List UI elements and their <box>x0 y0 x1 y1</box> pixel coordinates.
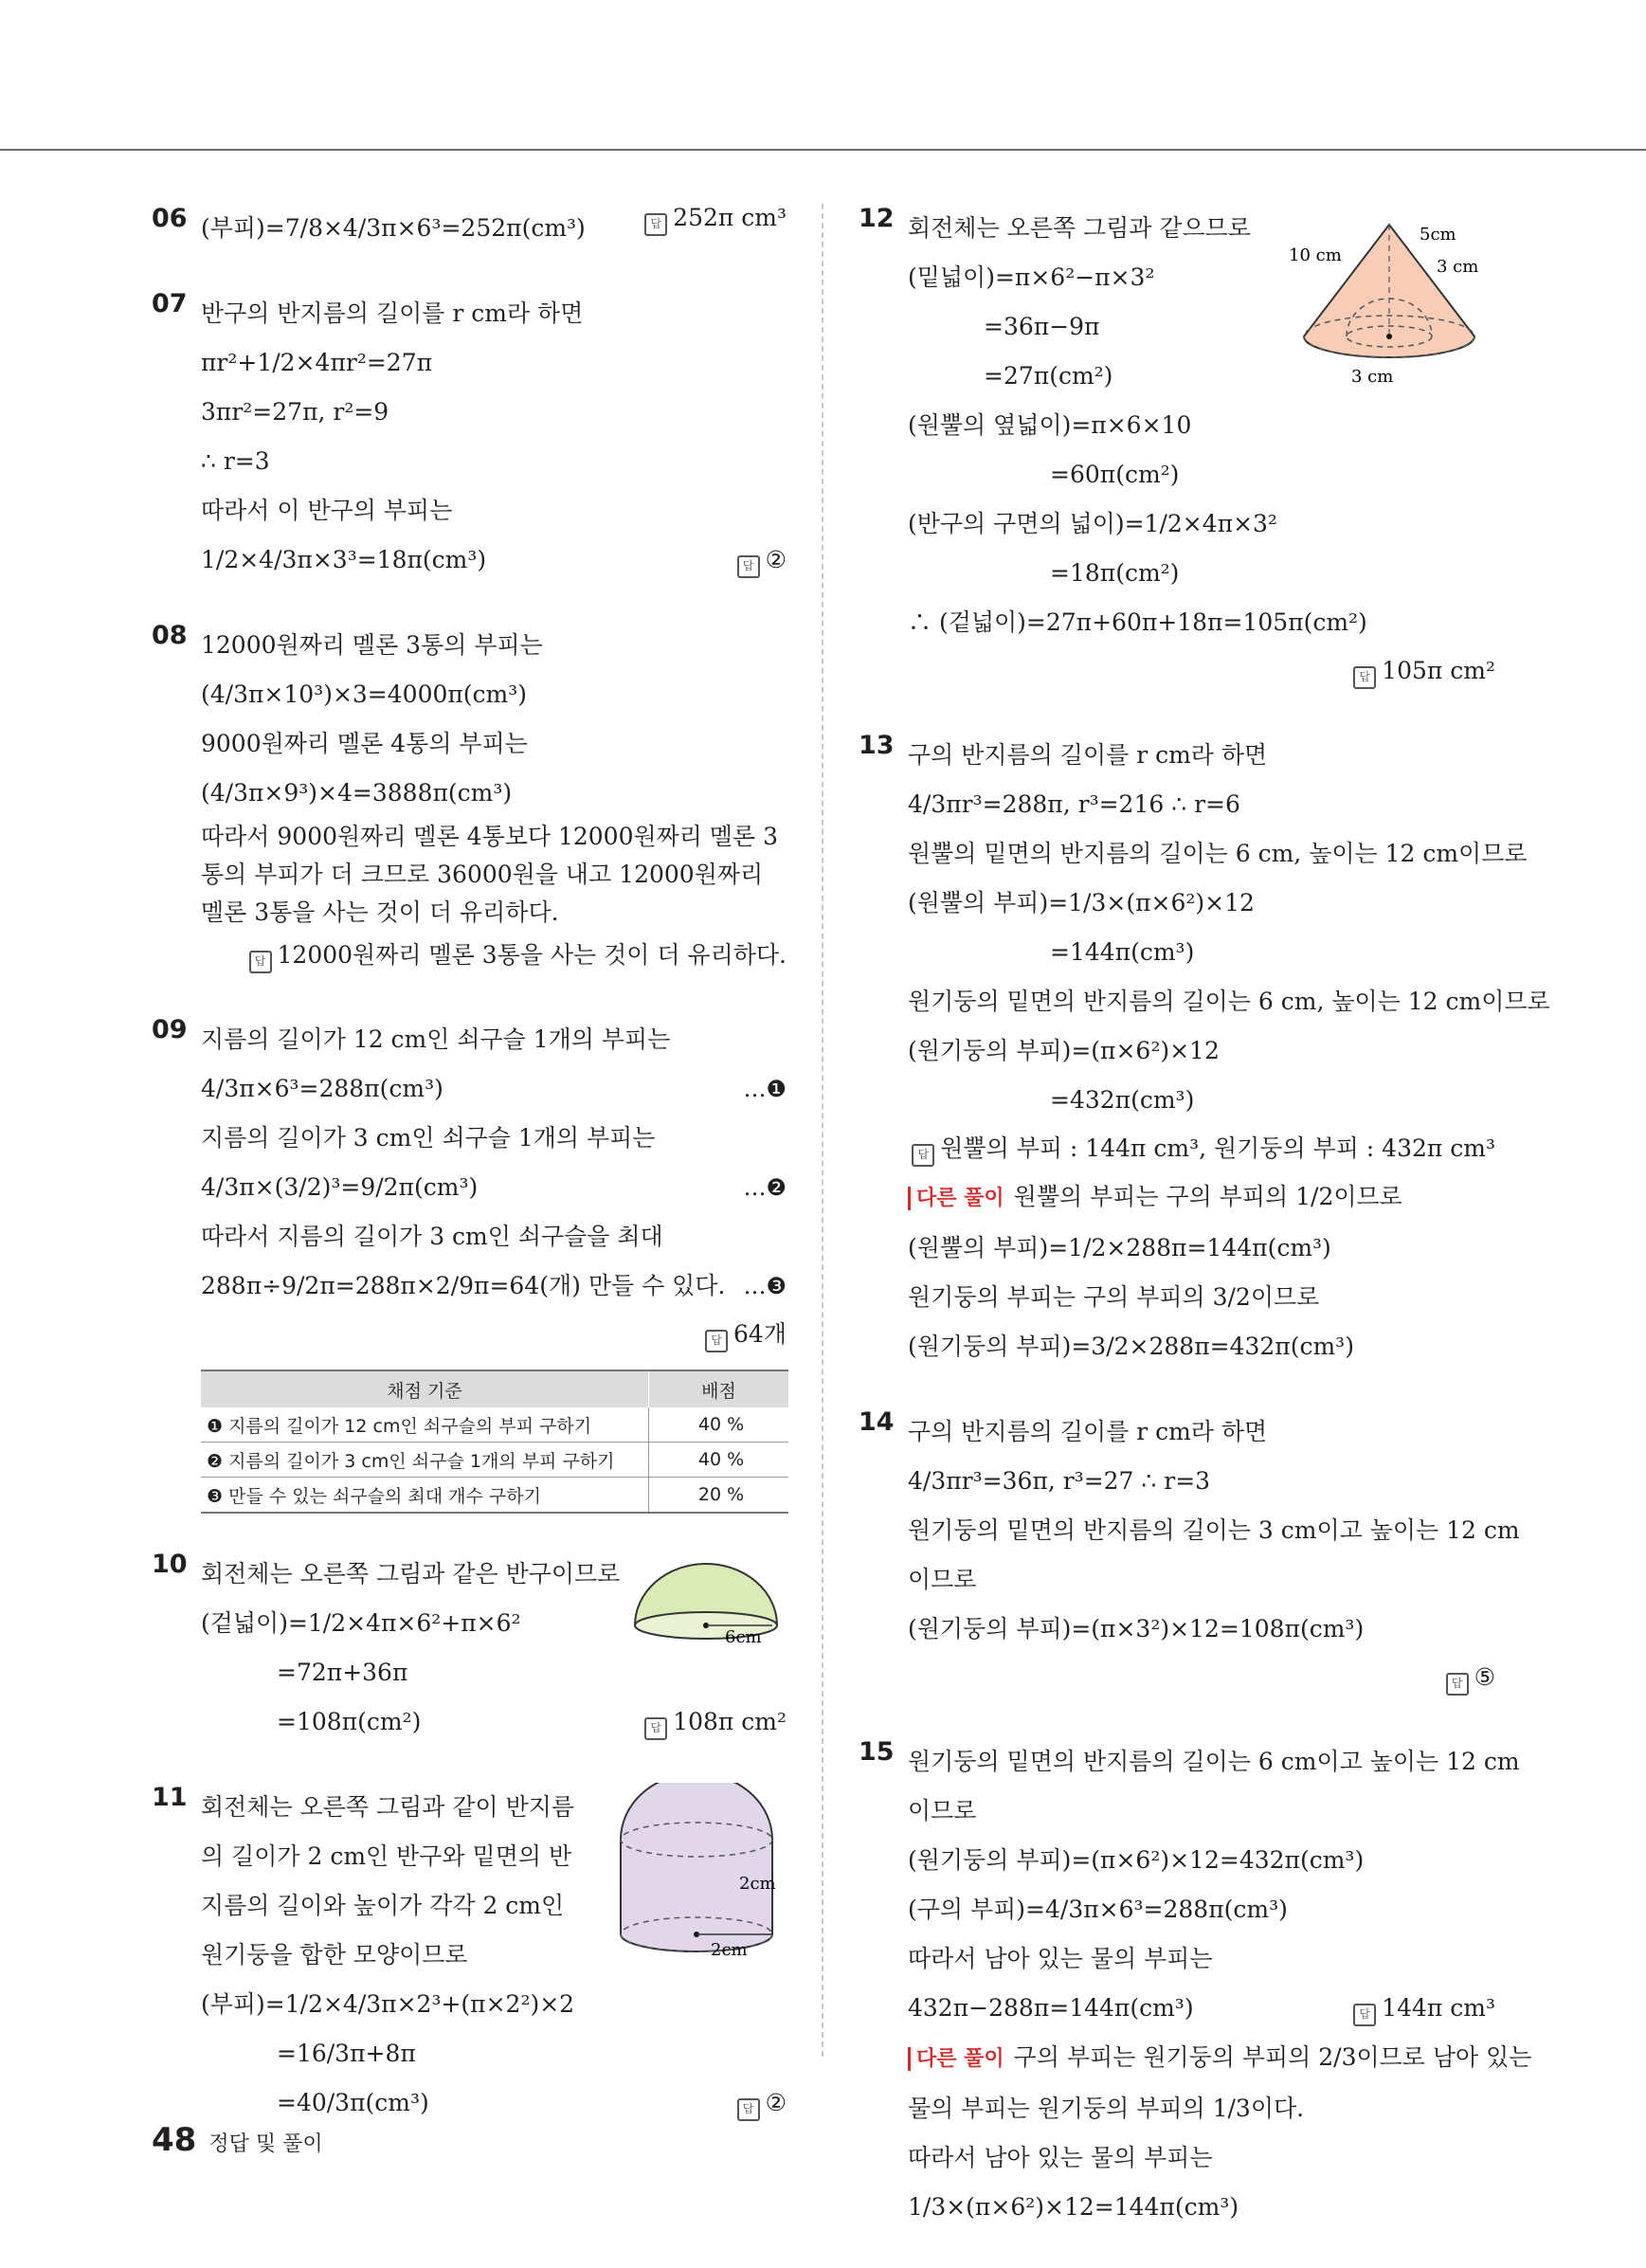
solution-line: (구의 부피)=4/3π×6³=288π(cm³) <box>908 1896 1288 1923</box>
answer-icon: 답 <box>737 555 760 578</box>
answer: 답 ② <box>737 535 787 585</box>
alt-solution-line: 원기둥의 부피는 구의 부피의 3/2이므로 <box>908 1283 1320 1311</box>
answer: 답 144π cm³ <box>1353 1984 1495 2033</box>
answer-icon: 답 <box>912 1144 934 1167</box>
solution-line: 4/3πr³=288π, r³=216 ∴ r=6 <box>908 790 1240 818</box>
solution-line: 구의 반지름의 길이를 r cm라 하면 <box>908 741 1268 769</box>
alt-solution-line: 다른 풀이 구의 부피는 원기둥의 부피의 2/3이므로 남아 있는 <box>908 2033 1495 2084</box>
solution-line: (4/3π×10³)×3=4000π(cm³) <box>201 680 528 708</box>
grading-table <box>201 1370 788 1514</box>
solution-line: =16/3π+8π <box>277 2040 416 2067</box>
solution-line: (원기둥의 부피)=(π×6²)×12=432π(cm³) <box>908 1846 1365 1874</box>
solution-line: (반구의 구면의 넓이)=1/2×4π×3² <box>908 510 1277 537</box>
hemisphere-figure <box>625 1559 787 1644</box>
solution-line: =108π(cm²) 답 108π cm² <box>201 1697 787 1747</box>
problem-11 <box>152 1783 787 2128</box>
table-cell: 20 % <box>649 1478 789 1514</box>
solution-paragraph: 따라서 9000원짜리 멜론 4통보다 12000원짜리 멜론 3통의 부피가 더 크므로 36000원을 내고 12000원짜리 멜론 3통을 사는 것이 더 유리하다. <box>201 823 779 926</box>
solution-line: 4/3πr³=36π, r³=27 ∴ r=3 <box>908 1467 1211 1495</box>
problem-06 <box>152 204 787 253</box>
alt-solution-line: 다른 풀이 원뿔의 부피는 구의 부피의 1/2이므로 <box>908 1172 1495 1224</box>
solution-line: (4/3π×9³)×4=3888π(cm³) <box>201 779 513 807</box>
table-cell: ❷ 지름의 길이가 3 cm인 쇠구슬 1개의 부피 구하기 <box>201 1442 649 1478</box>
problem-13 <box>859 731 1550 1371</box>
problem-number: 15 <box>859 1737 895 1767</box>
solution-line: 1/2×4/3π×3³=18π(cm³) 답 ② <box>201 535 787 585</box>
solution-line: 회전체는 오른쪽 그림과 같이 반지름 <box>201 1793 575 1821</box>
problem-number: 06 <box>152 204 188 233</box>
solution-line: 지름의 길이와 높이가 각각 2 cm인 <box>201 1892 565 1919</box>
solution-line: 원기둥의 밑면의 반지름의 길이는 6 cm, 높이는 12 cm이므로 <box>908 988 1550 1015</box>
solution-line: πr²+1/2×4πr²=27π <box>201 349 433 376</box>
alt-solution-line: 따라서 남아 있는 물의 부피는 <box>908 2144 1213 2171</box>
problem-number: 11 <box>152 1783 188 1812</box>
answer-icon: 답 <box>737 2098 760 2121</box>
radius-label: 2cm <box>711 1940 748 1960</box>
problem-09 <box>152 1015 787 1514</box>
solution-line: (부피)=7/8×4/3π×6³=252π(cm³) <box>201 214 586 242</box>
solution-line: 3πr²=27π, r²=9 <box>201 398 389 426</box>
alt-solution-line: 물의 부피는 원기둥의 부피의 1/3이다. <box>908 2095 1305 2122</box>
solution-line: (밑넓이)=π×6²−π×3² <box>908 263 1155 291</box>
answer-icon: 답 <box>1446 1673 1469 1696</box>
step-mark: …❷ <box>743 1174 787 1201</box>
table-cell: ❶ 지름의 길이가 12 cm인 쇠구슬의 부피 구하기 <box>201 1407 649 1442</box>
answer-icon: 답 <box>249 951 272 973</box>
problem-number: 09 <box>152 1015 188 1044</box>
solution-line: ∴ (겉넓이)=27π+60π+18π=105π(cm²) <box>908 608 1367 636</box>
solution-line: =144π(cm³) <box>1050 938 1195 966</box>
answer: 답 108π cm² <box>644 1697 787 1747</box>
solution-line: =40/3π(cm³) 답 ② <box>201 2078 787 2128</box>
problem-12 <box>859 204 1495 695</box>
page-number: 48 <box>152 2121 197 2159</box>
solution-line: 회전체는 오른쪽 그림과 같은 반구이므로 <box>201 1560 621 1588</box>
answer-icon: 답 <box>644 213 667 236</box>
problem-07 <box>152 289 787 585</box>
solution-line: 12000원짜리 멜론 3통의 부피는 <box>201 631 543 659</box>
table-header: 채점 기준 <box>201 1370 649 1407</box>
solution-line: 따라서 이 반구의 부피는 <box>201 497 453 524</box>
answer: 답 원뿔의 부피 : 144π cm³, 원기둥의 부피 : 432π cm³ <box>908 1125 1495 1172</box>
answer: 답 ② <box>737 2078 787 2128</box>
cone-figure <box>1285 213 1493 393</box>
problem-number: 10 <box>152 1550 188 1579</box>
header-rule <box>0 149 1646 151</box>
radius-label: 6cm <box>725 1627 762 1644</box>
answer: 답 105π cm² <box>908 647 1495 695</box>
solution-line: =60π(cm²) <box>1050 461 1180 488</box>
solution-line: 의 길이가 2 cm인 반구와 밑면의 반 <box>201 1842 572 1870</box>
solution-line: (원뿔의 옆넓이)=π×6×10 <box>908 411 1192 439</box>
alt-solution-tag: 다른 풀이 <box>908 2047 1004 2071</box>
hemisphere-cylinder-figure <box>606 1783 787 1982</box>
solution-line: (겉넓이)=1/2×4π×6²+π×6² <box>201 1609 521 1637</box>
solution-line: 따라서 남아 있는 물의 부피는 <box>908 1945 1213 1972</box>
problem-14 <box>859 1407 1520 1701</box>
solution-line: 4/3π×(3/2)³=9/2π(cm³) …❷ <box>201 1163 787 1212</box>
right-column <box>859 204 1550 2268</box>
solution-line: ∴ r=3 <box>201 447 270 475</box>
page-footer <box>152 2121 323 2159</box>
table-header: 배점 <box>649 1370 789 1407</box>
solution-line: 지름의 길이가 12 cm인 쇠구슬 1개의 부피는 <box>201 1025 671 1053</box>
solution-line: 따라서 지름의 길이가 3 cm인 쇠구슬을 최대 <box>201 1223 663 1250</box>
answer-icon: 답 <box>1353 2004 1376 2026</box>
step-mark: …❸ <box>743 1273 787 1299</box>
solution-line: =18π(cm²) <box>1050 559 1180 587</box>
solution-line: 지름의 길이가 3 cm인 쇠구슬 1개의 부피는 <box>201 1124 656 1152</box>
alt-solution-line: (원기둥의 부피)=3/2×288π=432π(cm³) <box>908 1333 1354 1360</box>
answer: 답 252π cm³ <box>644 204 787 236</box>
problem-number: 07 <box>152 289 188 318</box>
solution-line: (원기둥의 부피)=(π×3²)×12=108π(cm³) <box>908 1615 1365 1642</box>
solution-line: 9000원짜리 멜론 4통의 부피는 <box>201 730 528 757</box>
solution-line: =27π(cm²) <box>984 362 1113 390</box>
problem-number: 14 <box>859 1407 895 1437</box>
table-cell: 40 % <box>649 1407 789 1442</box>
solution-line: 회전체는 오른쪽 그림과 같으므로 <box>908 214 1251 242</box>
alt-solution-tag: 다른 풀이 <box>908 1187 1004 1210</box>
solution-line: =36π−9π <box>984 313 1100 340</box>
problem-08 <box>152 621 787 979</box>
table-row <box>201 1478 788 1514</box>
step-mark: …❶ <box>743 1076 787 1102</box>
solution-line: 원뿔의 밑면의 반지름의 길이는 6 cm, 높이는 12 cm이므로 <box>908 840 1528 867</box>
problem-15 <box>859 1737 1532 2232</box>
answer: 답 ⑤ <box>908 1654 1495 1701</box>
solution-line: 288π÷9/2π=288π×2/9π=64(개) 만들 수 있다. …❸ <box>201 1261 787 1311</box>
table-cell: ❸ 만들 수 있는 쇠구슬의 최대 개수 구하기 <box>201 1478 649 1514</box>
solution-line: (원뿔의 부피)=1/3×(π×6²)×12 <box>908 889 1255 916</box>
solution-line: 432π−288π=144π(cm³) 답 144π cm³ <box>908 1984 1495 2033</box>
problem-10 <box>152 1550 787 1747</box>
answer-icon: 답 <box>1353 666 1376 689</box>
answer: 답 64개 <box>201 1311 787 1358</box>
problem-number: 12 <box>859 204 895 233</box>
column-divider <box>822 204 823 2057</box>
alt-solution-line: (원뿔의 부피)=1/2×288π=144π(cm³) <box>908 1234 1331 1261</box>
answer-icon: 답 <box>705 1330 728 1352</box>
solution-line: 원기둥의 밑면의 반지름의 길이는 6 cm이고 높이는 12 cm <box>908 1748 1520 1775</box>
solution-line: (부피)=1/2×4/3π×2³+(π×2²)×2 <box>201 1990 575 2018</box>
table-cell: 40 % <box>649 1442 789 1478</box>
solution-line: 원기둥의 밑면의 반지름의 길이는 3 cm이고 높이는 12 cm <box>908 1516 1520 1544</box>
left-column <box>152 204 787 2164</box>
table-row <box>201 1407 788 1442</box>
alt-solution-line: 1/3×(π×6²)×12=144π(cm³) <box>908 2193 1239 2221</box>
solution-line: 4/3π×6³=288π(cm³) …❶ <box>201 1064 787 1114</box>
height-label: 2cm <box>739 1874 776 1894</box>
solution-line: =432π(cm³) <box>1050 1086 1195 1114</box>
footer-label: 정답 및 풀이 <box>208 2132 323 2156</box>
table-row <box>201 1442 788 1478</box>
inner-radius-label: 3 cm <box>1437 257 1479 277</box>
base-label: 3 cm <box>1351 367 1394 387</box>
answer-icon: 답 <box>644 1717 667 1740</box>
answer: 답 12000원짜리 멜론 3통을 사는 것이 더 유리하다. <box>201 932 787 979</box>
solution-line: 이므로 <box>908 1566 977 1593</box>
problem-number: 13 <box>859 731 895 760</box>
slant-label: 5cm <box>1420 225 1456 245</box>
radius-label: 10 cm <box>1289 245 1342 265</box>
solution-line: =72π+36π <box>277 1659 408 1686</box>
problem-number: 08 <box>152 621 188 650</box>
solution-line: 이므로 <box>908 1797 977 1824</box>
solution-line: 원기둥을 합한 모양이므로 <box>201 1941 468 1969</box>
solution-line: 구의 반지름의 길이를 r cm라 하면 <box>908 1418 1268 1445</box>
solution-line: 반구의 반지름의 길이를 r cm라 하면 <box>201 299 584 327</box>
solution-line: (원기둥의 부피)=(π×6²)×12 <box>908 1037 1220 1064</box>
